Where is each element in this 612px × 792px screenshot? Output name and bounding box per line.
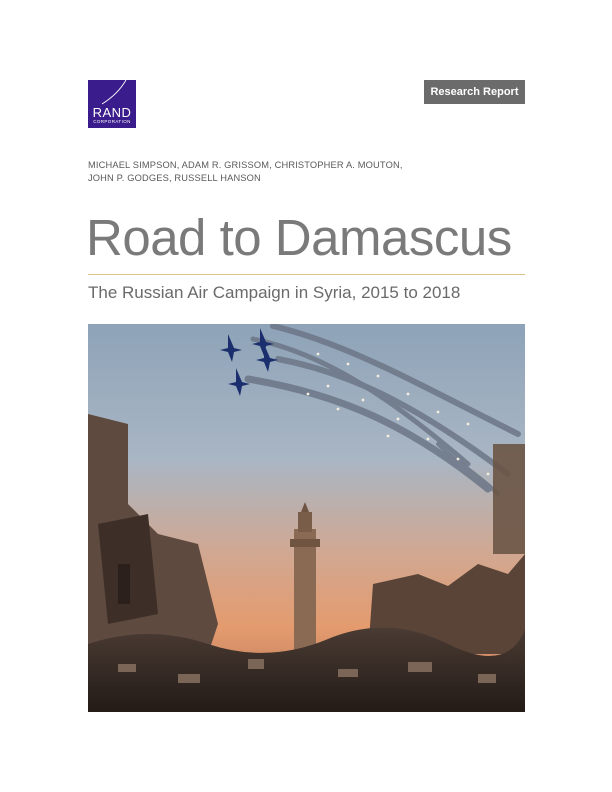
- logo-name: RAND: [92, 105, 132, 120]
- cover-photo: [88, 324, 525, 712]
- report-subtitle: The Russian Air Campaign in Syria, 2015 to 2018: [88, 283, 461, 302]
- logo-subtitle: CORPORATION: [93, 119, 131, 124]
- report-title: Road to Damascus: [86, 209, 512, 266]
- title-divider: [88, 274, 525, 275]
- report-type-badge: Research Report: [424, 80, 525, 104]
- author-line: JOHN P. GODGES, RUSSELL HANSON: [88, 173, 261, 183]
- author-list: [88, 159, 528, 185]
- author-line: MICHAEL SIMPSON, ADAM R. GRISSOM, CHRISTOPHER A. MOUTON,: [88, 160, 403, 170]
- rand-logo: [88, 80, 136, 128]
